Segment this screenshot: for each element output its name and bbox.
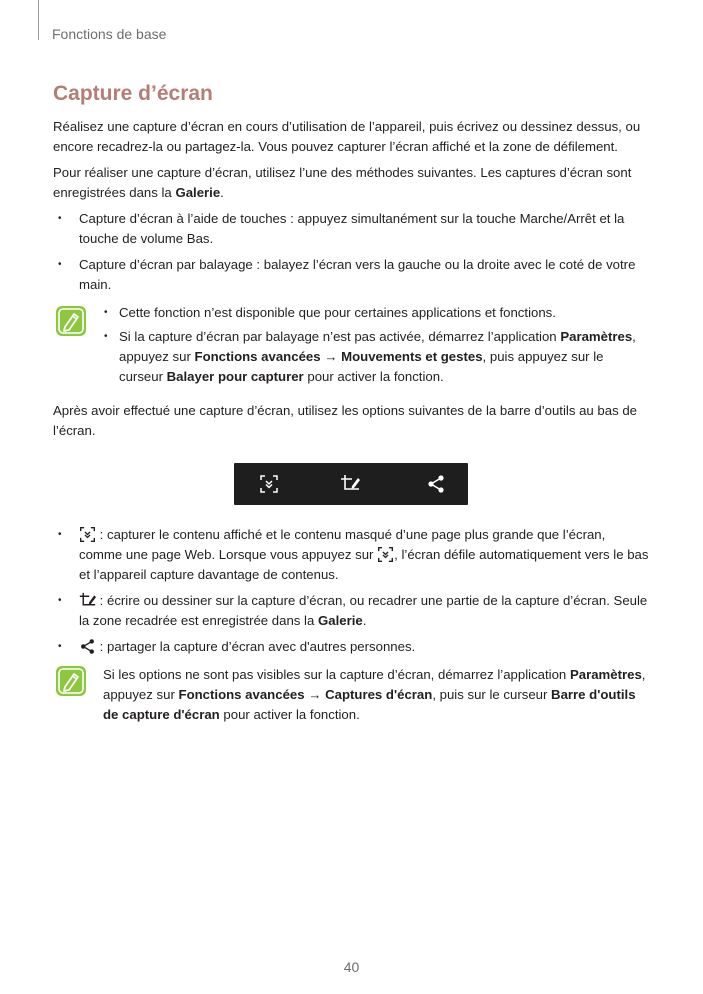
intro-paragraph-1: Réalisez une capture d’écran en cours d’utilisation de l’appareil, puis écrivez ou dessinez dessus, ou encore recadrez-la ou partagez-la. Vous pouvez capturer l’écran affiché et la zone de défilement. [53, 119, 641, 154]
galerie-term: Galerie [175, 185, 221, 200]
option-share: • : partager la capture d’écran avec d'autres personnes. [53, 637, 651, 657]
share-icon[interactable] [426, 474, 446, 494]
scroll-capture-icon [377, 546, 394, 563]
note-1-item-1: • Cette fonction n’est disponible que pour certaines applications et fonctions. [103, 303, 651, 323]
method-keys: • Capture d’écran à l’aide de touches : appuyez simultanément sur la touche Marche/Arrêt et la touche de volume Bas. [53, 209, 651, 249]
option-scroll-capture: • : capturer le contenu affiché et le contenu masqué d’une page plus grande que l’écran, comme une page Web. Lorsque vous appuyez sur , l’écran défile automatiquement vers le bas et l’appareil capture davantage de contenus. [53, 525, 651, 585]
option-edit-capture: • : écrire ou dessiner sur la capture d’écran, ou recadrer une partie de la capture d’écran. Seule la zone recadrée est enregistrée dans la Galerie. [53, 591, 651, 631]
toolbar-intro: Après avoir effectué une capture d’écran, utilisez les options suivantes de la barre d’outils au bas de l’écran. [53, 403, 638, 438]
header-rule [38, 0, 39, 40]
intro-paragraph-2: Pour réaliser une capture d’écran, utilisez l’une des méthodes suivantes. Les captures d’écran sont enregistrées dans la Galerie. [53, 165, 632, 200]
page-title: Capture d’écran [53, 82, 213, 105]
note-2-text: Si les options ne sont pas visibles sur la capture d’écran, démarrez l’application Paramètres, appuyez sur Fonctions avancées → Captures d'écran, puis sur le curseur Barre d'outils de capture d'écran pour activer la fonction. [103, 667, 646, 722]
methods-list [53, 209, 651, 295]
options-list [53, 525, 651, 657]
note-icon [55, 665, 87, 697]
page-number: 40 [343, 959, 360, 975]
note-block-1 [53, 303, 651, 387]
share-icon [79, 638, 96, 655]
note-icon [55, 305, 87, 337]
section-header: Fonctions de base [52, 26, 167, 42]
note-1-list [103, 303, 651, 387]
screenshot-toolbar [234, 463, 468, 505]
scroll-capture-icon [79, 526, 96, 543]
note-block-2 [53, 665, 651, 725]
scroll-capture-icon[interactable] [259, 474, 279, 494]
edit-capture-icon[interactable] [340, 474, 360, 494]
page-content [53, 117, 651, 739]
method-swipe: • Capture d’écran par balayage : balayez l’écran vers la gauche ou la droite avec le coté de votre main. [53, 255, 651, 295]
edit-capture-icon [79, 592, 96, 609]
note-1-item-2: • Si la capture d’écran par balayage n’est pas activée, démarrez l’application Paramètres, appuyez sur Fonctions avancées → Mouvements et gestes, puis appuyez sur le curseur Balayer pour capturer pour activer la fonction. [103, 327, 651, 387]
